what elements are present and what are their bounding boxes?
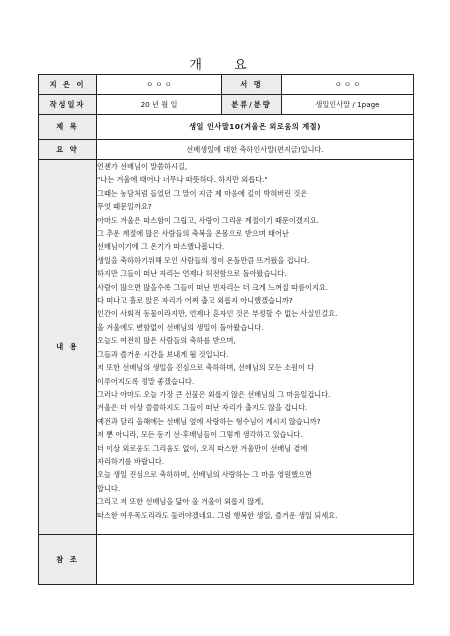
content-line: 따스한 여우목도리라도 둘러야겠네요. 그럼 행복한 생일, 즐거운 생일 되세요. [97, 510, 338, 520]
content-line: 무엇 때문일까요? [97, 202, 152, 212]
date-label: 작성일자 [39, 95, 97, 115]
content-line: "나는 겨울에 태어나 너무나 따뜻하다. 하지만 외롭다." [97, 175, 268, 185]
content-line: 올 겨울에도 변함없이 선배님의 생일이 돌아왔습니다. [97, 322, 264, 332]
content-line: 예전과 달리 올해에는 선배님 옆에 사랑하는 형수님이 계시지 않습니까? [97, 416, 321, 426]
content-label: 내 용 [39, 160, 97, 535]
subject-value: 생일 인사말10(겨울은 외로움의 계절) [97, 115, 414, 140]
content-line: 겨울은 더 이상 쓸쓸하지도 그들이 떠난 자리가 춥지도 않을 겁니다. [97, 403, 308, 413]
author-label: 지 은 이 [39, 75, 97, 95]
content-line: 그러나 아마도 오늘 가장 큰 선물은 외롭지 않은 선배님의 그 마음일겁니다. [97, 389, 331, 399]
content-line: 그 추운 계절에 많은 사람들의 축복을 온몸으로 받으며 태어난 [97, 229, 289, 239]
summary-form-table [38, 74, 414, 585]
content-line: 합니다. [97, 483, 121, 493]
summary-value: 선배생일에 대한 축하인사말(편지글)입니다. [97, 140, 414, 160]
content-line: 사람이 많으면 많을수록 그들이 떠난 빈자리는 더 크게 느껴질 따름이지요. [97, 282, 329, 292]
subject-label: 제 목 [39, 115, 97, 140]
category-label: 분류/분량 [222, 95, 282, 115]
reference-value [97, 535, 414, 585]
reference-label: 참 조 [39, 535, 97, 585]
content-line: 하지만 그들이 떠난 자리는 언제나 허전함으로 돌아왔습니다. [97, 269, 287, 279]
content-line: 더 이상 외로웅도 그리움도 없이, 오직 따스한 겨울만이 선배님 곁에 [97, 443, 308, 453]
content-line: 생일을 축하하기위해 모인 사람들의 정이 온돌만큼 뜨거웠을 겁니다. [97, 255, 310, 265]
content-line: 다 떠나고 홀로 앉은 자리가 어찌 춥고 외롭지 아니했겠습니까? [97, 296, 293, 306]
signature-value: ㅇ ㅇ ㅇ [282, 75, 414, 95]
author-value: ㅇ ㅇ ㅇ [97, 75, 222, 95]
content-line: 그리고 저 또한 선배님을 닮아 올 겨울이 외롭지 않게, [97, 497, 264, 507]
content-line: 저 또한 선배님의 생일을 진심으로 축하하며, 선배님의 모든 소원이 다 [97, 363, 315, 373]
content-line: 그때는 농담처럼 들었던 그 말이 지금 제 마음에 깊이 박혀버린 것은 [97, 188, 308, 198]
content-line: 언젠가 선배님이 말씀하시길, [97, 162, 188, 171]
content-line: 선배님이기에 그 온기가 따스했나봅니다. [97, 242, 225, 252]
content-body [97, 160, 414, 535]
summary-label: 요 약 [39, 140, 97, 160]
content-line: 그들과 즐거운 시간을 보내게 될 것입니다. [97, 349, 229, 359]
content-line: 아마도 겨울은 따스함이 그립고, 사랑이 그리운 계절이기 때문이겠지요. [97, 215, 319, 225]
content-line: 오늘 생일 진심으로 축하하며, 선배님의 사랑하는 그 마음 영원했으면 [97, 470, 312, 480]
content-line: 오늘도 여전히 많은 사람들의 축하를 받으며, [97, 336, 236, 346]
content-line: 이루어지도록 정말 좋겠습니다. [97, 376, 195, 386]
category-value: 생일인사말 / 1page [282, 95, 414, 115]
content-line: 자리하기를 바랍니다. [97, 456, 165, 466]
content-line: 저 뿐 아니라, 모든 동기 선·후배님들이 그렇게 생각하고 있습니다. [97, 430, 303, 440]
content-line: 인간이 사회적 동물이라지만, 언제나 혼자인 것은 부정할 수 없는 사실인걸요. [97, 309, 338, 319]
date-value: 20 년 월 일 [97, 95, 222, 115]
page-title: 개 요 [189, 58, 261, 73]
signature-label: 서 명 [222, 75, 282, 95]
